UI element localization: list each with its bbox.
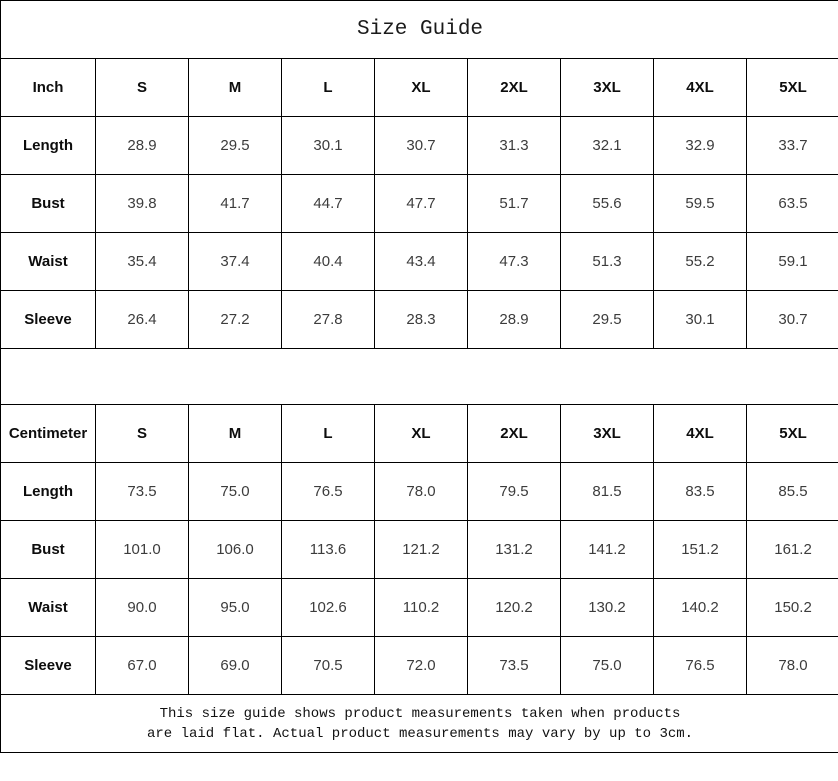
measurement-value: 73.5: [96, 463, 189, 521]
footer-note-line1: This size guide shows product measurements taken when products: [159, 705, 681, 722]
measurement-value: 51.3: [561, 233, 654, 291]
measurement-value: 27.8: [282, 291, 375, 349]
measurement-value: 28.3: [375, 291, 468, 349]
measurement-value: 32.9: [654, 117, 747, 175]
size-column-header: XL: [375, 405, 468, 463]
unit-header: Centimeter: [1, 405, 96, 463]
measurement-value: 63.5: [747, 175, 838, 233]
centimeter-data-row: [1, 637, 838, 695]
footer-note: [1, 695, 838, 753]
measurement-value: 78.0: [375, 463, 468, 521]
measurement-value: 78.0: [747, 637, 838, 695]
measurement-value: 51.7: [468, 175, 561, 233]
measurement-value: 95.0: [189, 579, 282, 637]
measurement-value: 85.5: [747, 463, 838, 521]
measurement-value: 30.1: [654, 291, 747, 349]
measurement-value: 43.4: [375, 233, 468, 291]
measurement-value: 41.7: [189, 175, 282, 233]
page-title: Size Guide: [1, 1, 838, 59]
measurement-value: 83.5: [654, 463, 747, 521]
measurement-value: 140.2: [654, 579, 747, 637]
measurement-value: 121.2: [375, 521, 468, 579]
measurement-value: 30.7: [747, 291, 838, 349]
measurement-value: 37.4: [189, 233, 282, 291]
measurement-value: 32.1: [561, 117, 654, 175]
size-column-header: 4XL: [654, 59, 747, 117]
measurement-value: 101.0: [96, 521, 189, 579]
size-column-header: M: [189, 59, 282, 117]
centimeter-data-row: [1, 579, 838, 637]
measurement-value: 26.4: [96, 291, 189, 349]
size-column-header: XL: [375, 59, 468, 117]
measurement-value: 59.5: [654, 175, 747, 233]
measurement-label: Sleeve: [1, 637, 96, 695]
title-row: [1, 1, 838, 59]
size-column-header: S: [96, 405, 189, 463]
size-column-header: S: [96, 59, 189, 117]
measurement-value: 69.0: [189, 637, 282, 695]
measurement-value: 81.5: [561, 463, 654, 521]
measurement-value: 72.0: [375, 637, 468, 695]
centimeter-data-row: [1, 521, 838, 579]
inch-data-row: [1, 291, 838, 349]
size-column-header: 5XL: [747, 59, 838, 117]
measurement-value: 79.5: [468, 463, 561, 521]
measurement-value: 75.0: [561, 637, 654, 695]
measurement-value: 35.4: [96, 233, 189, 291]
size-column-header: 2XL: [468, 59, 561, 117]
measurement-label: Bust: [1, 175, 96, 233]
measurement-value: 120.2: [468, 579, 561, 637]
size-column-header: M: [189, 405, 282, 463]
measurement-label: Waist: [1, 233, 96, 291]
inch-size-table: [1, 59, 838, 349]
size-column-header: 2XL: [468, 405, 561, 463]
footer-row: [1, 695, 838, 753]
size-column-header: 3XL: [561, 59, 654, 117]
measurement-label: Length: [1, 463, 96, 521]
measurement-value: 30.1: [282, 117, 375, 175]
measurement-label: Waist: [1, 579, 96, 637]
measurement-value: 141.2: [561, 521, 654, 579]
measurement-value: 150.2: [747, 579, 838, 637]
size-column-header: 5XL: [747, 405, 838, 463]
spacer-cell: [1, 349, 838, 405]
measurement-value: 75.0: [189, 463, 282, 521]
measurement-value: 73.5: [468, 637, 561, 695]
measurement-value: 33.7: [747, 117, 838, 175]
measurement-value: 47.7: [375, 175, 468, 233]
measurement-value: 27.2: [189, 291, 282, 349]
centimeter-data-row: [1, 463, 838, 521]
inch-data-row: [1, 233, 838, 291]
measurement-value: 67.0: [96, 637, 189, 695]
size-column-header: L: [282, 59, 375, 117]
unit-header: Inch: [1, 59, 96, 117]
measurement-value: 106.0: [189, 521, 282, 579]
measurement-value: 76.5: [654, 637, 747, 695]
size-column-header: 4XL: [654, 405, 747, 463]
measurement-value: 30.7: [375, 117, 468, 175]
measurement-value: 70.5: [282, 637, 375, 695]
measurement-value: 110.2: [375, 579, 468, 637]
centimeter-header-row: [1, 405, 838, 463]
measurement-value: 131.2: [468, 521, 561, 579]
measurement-label: Bust: [1, 521, 96, 579]
measurement-value: 39.8: [96, 175, 189, 233]
measurement-value: 40.4: [282, 233, 375, 291]
measurement-value: 47.3: [468, 233, 561, 291]
measurement-value: 59.1: [747, 233, 838, 291]
size-column-header: L: [282, 405, 375, 463]
measurement-value: 55.6: [561, 175, 654, 233]
measurement-value: 31.3: [468, 117, 561, 175]
measurement-value: 55.2: [654, 233, 747, 291]
measurement-value: 161.2: [747, 521, 838, 579]
centimeter-size-table: [1, 405, 838, 695]
footer-note-line2: are laid flat. Actual product measurements may vary by up to 3cm.: [146, 725, 694, 742]
measurement-value: 102.6: [282, 579, 375, 637]
measurement-value: 113.6: [282, 521, 375, 579]
measurement-value: 28.9: [96, 117, 189, 175]
size-column-header: 3XL: [561, 405, 654, 463]
measurement-value: 76.5: [282, 463, 375, 521]
measurement-label: Length: [1, 117, 96, 175]
measurement-value: 29.5: [561, 291, 654, 349]
measurement-value: 151.2: [654, 521, 747, 579]
measurement-value: 44.7: [282, 175, 375, 233]
measurement-value: 130.2: [561, 579, 654, 637]
spacer-row: [1, 349, 838, 405]
measurement-value: 28.9: [468, 291, 561, 349]
inch-data-row: [1, 175, 838, 233]
measurement-value: 90.0: [96, 579, 189, 637]
inch-header-row: [1, 59, 838, 117]
inch-data-row: [1, 117, 838, 175]
measurement-label: Sleeve: [1, 291, 96, 349]
measurement-value: 29.5: [189, 117, 282, 175]
